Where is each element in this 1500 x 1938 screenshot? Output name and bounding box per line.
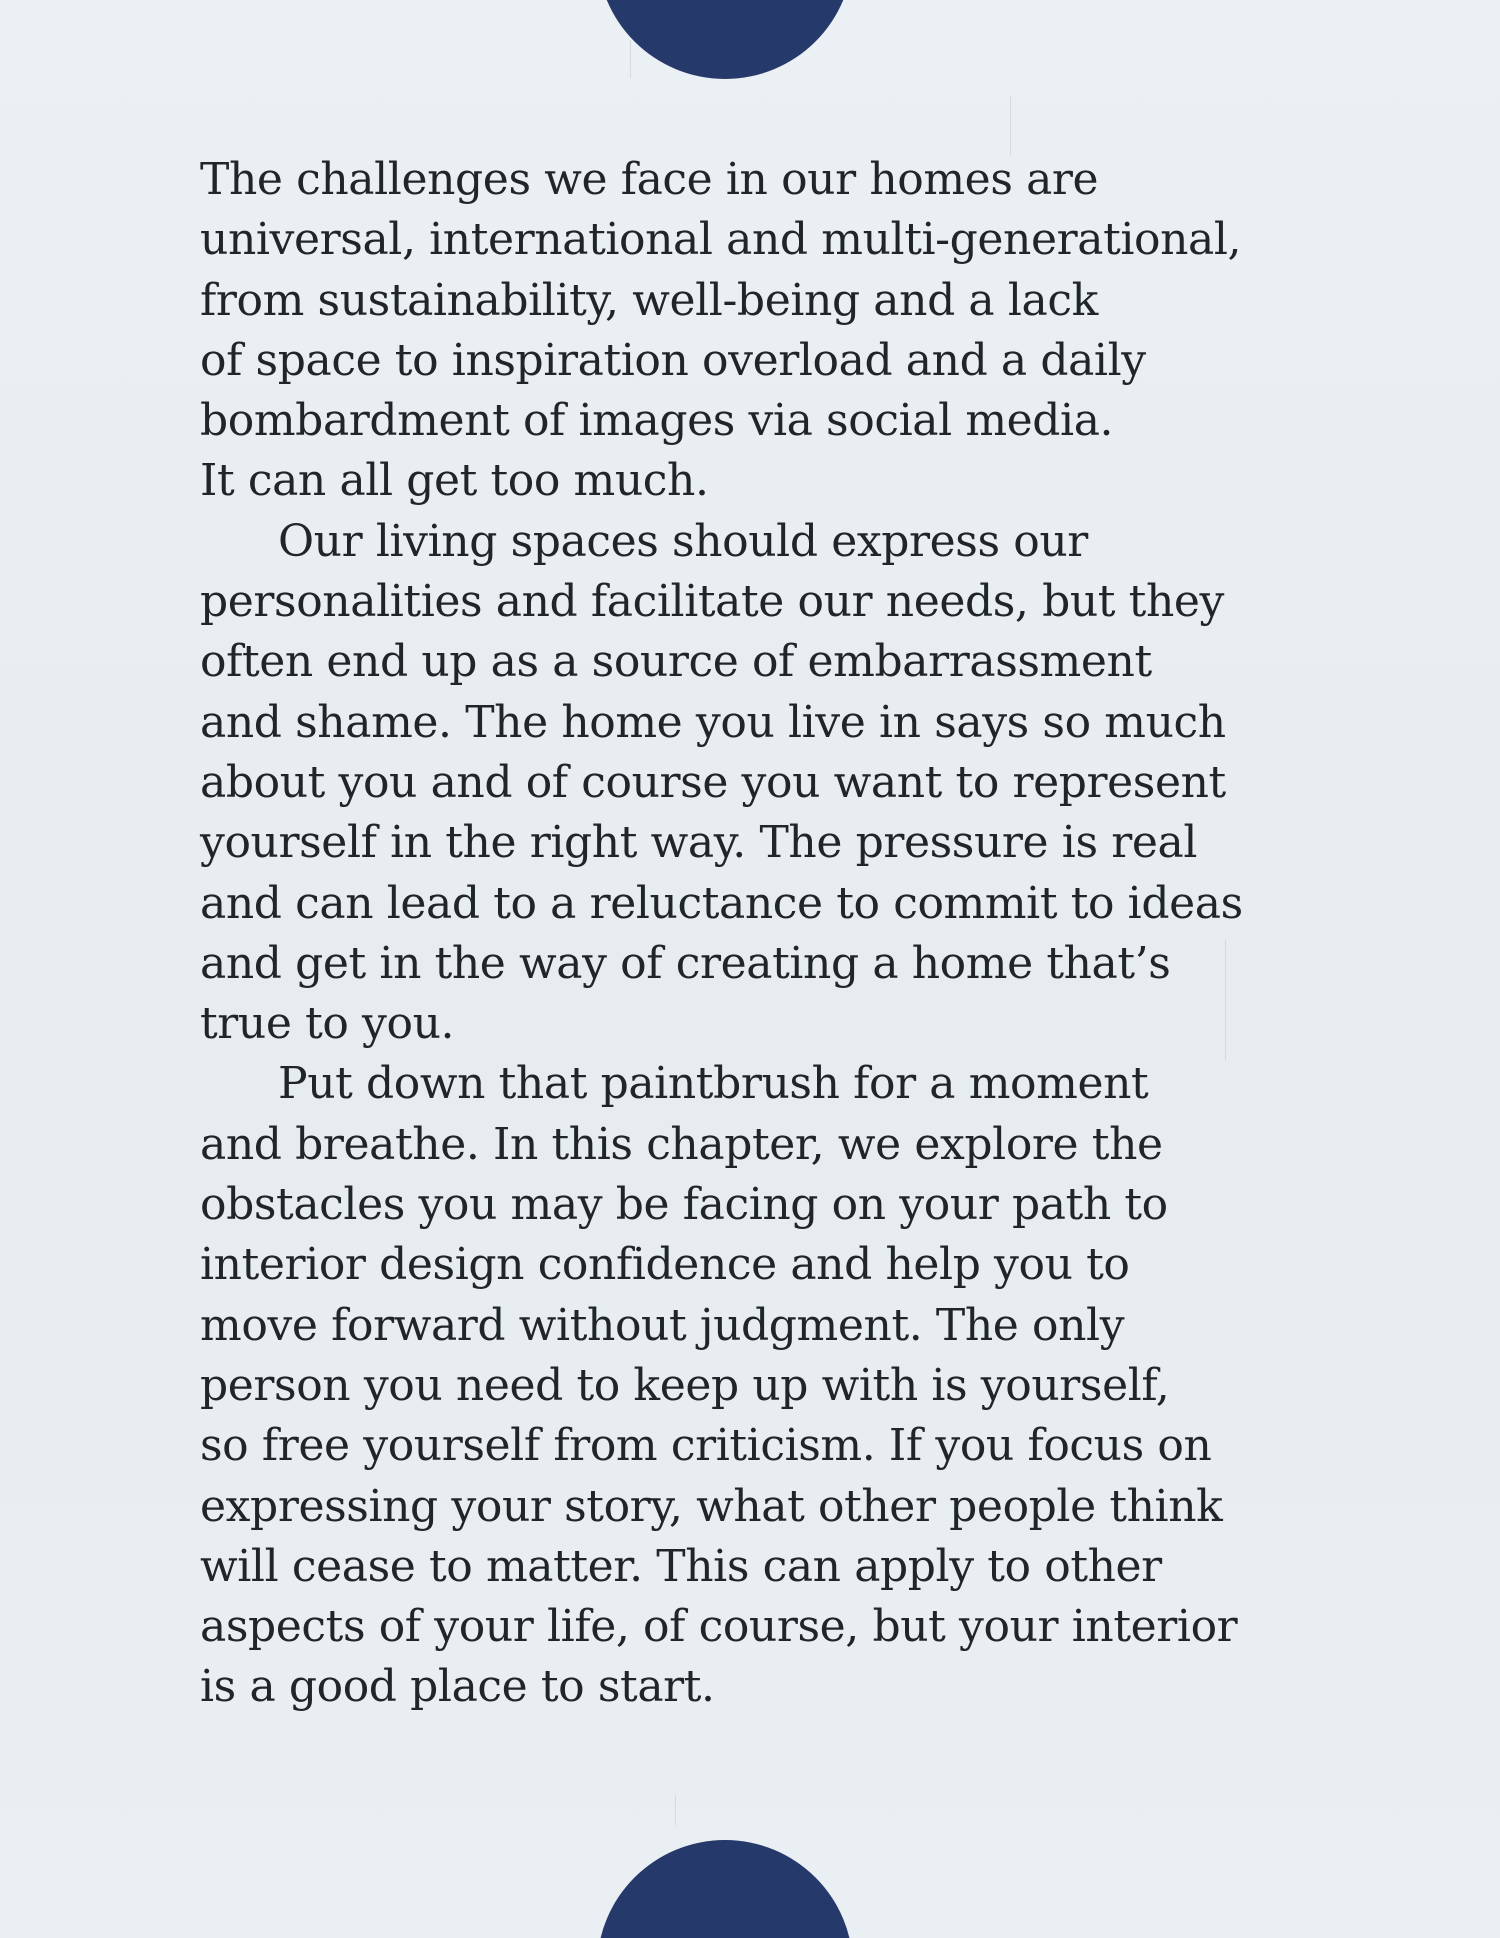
text-line: yourself in the right way. The pressure is real — [200, 817, 1198, 869]
text-line: and get in the way of creating a home that’s — [200, 937, 1171, 989]
text-line: will cease to matter. This can apply to other — [200, 1540, 1162, 1592]
text-line: person you need to keep up with is yourself, — [200, 1359, 1170, 1411]
paper-scuff — [630, 40, 631, 78]
paragraph — [200, 150, 1260, 512]
paragraph — [200, 512, 1260, 1055]
text-line: is a good place to start. — [200, 1661, 715, 1713]
paragraph — [200, 1054, 1260, 1717]
text-line: aspects of your life, of course, but your interior — [200, 1601, 1238, 1653]
text-line: It can all get too much. — [200, 455, 709, 507]
text-line: Our living spaces should express our — [278, 515, 1088, 567]
text-line: and breathe. In this chapter, we explore the — [200, 1118, 1163, 1170]
text-line: so free yourself from criticism. If you focus on — [200, 1420, 1212, 1472]
paper-scuff — [1010, 96, 1011, 156]
text-line: expressing your story, what other people think — [200, 1480, 1223, 1532]
text-line: Put down that paintbrush for a moment — [278, 1058, 1149, 1110]
text-line: personalities and facilitate our needs, but they — [200, 576, 1224, 628]
text-line: obstacles you may be facing on your path to — [200, 1179, 1168, 1231]
text-line: The challenges we face in our homes are — [200, 154, 1099, 205]
paper-scuff — [675, 1795, 676, 1825]
text-line: bombardment of images via social media. — [200, 395, 1114, 447]
bottom-decorative-circle — [597, 1840, 853, 1938]
text-line: interior design confidence and help you to — [200, 1239, 1130, 1291]
text-line: from sustainability, well-being and a lack — [200, 274, 1098, 326]
text-line: and can lead to a reluctance to commit to ideas — [200, 877, 1243, 929]
text-line: often end up as a source of embarrassment — [200, 636, 1152, 688]
text-line: true to you. — [200, 998, 455, 1050]
top-decorative-circle — [597, 0, 853, 79]
body-text — [200, 150, 1260, 1718]
text-line: move forward without judgment. The only — [200, 1299, 1125, 1351]
text-line: about you and of course you want to represent — [200, 756, 1226, 808]
text-line: universal, international and multi-generational, — [200, 214, 1242, 266]
text-line: of space to inspiration overload and a daily — [200, 334, 1146, 386]
text-line: and shame. The home you live in says so much — [200, 696, 1226, 748]
